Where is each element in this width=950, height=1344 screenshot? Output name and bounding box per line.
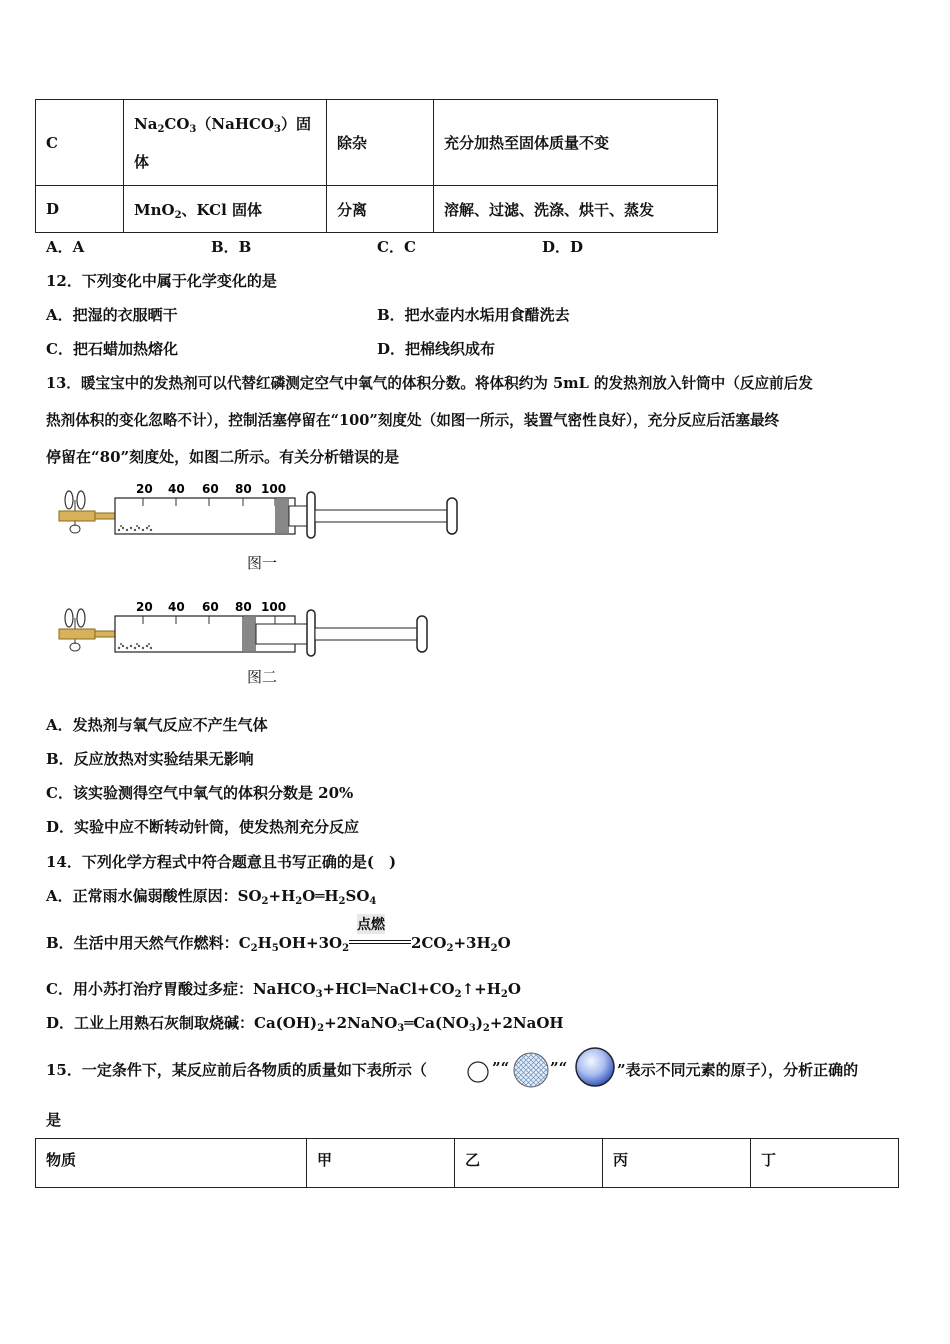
q12-option-c: C．把石蜡加热熔化: [46, 340, 178, 358]
mass-table: [35, 1138, 899, 1188]
hatched-atom-icon: [511, 1050, 551, 1090]
scale-label: 60: [202, 482, 219, 496]
substance-cell: MnO$_2$、KCl 固体: [124, 186, 327, 233]
clamp-icon: [59, 491, 95, 533]
table-row: [36, 100, 718, 186]
q15-stem-tail: ”表示不同元素的原子），分析正确的: [617, 1061, 859, 1079]
figure-1-caption: 图一: [247, 554, 278, 572]
q11-option-d: D．D: [542, 238, 584, 256]
q14-option-a: A．正常雨水偏弱酸性原因：$SO_2+H_2O═H_2SO_4$: [46, 887, 377, 907]
figure-2-caption: 图二: [247, 668, 278, 686]
scale-label: 80: [235, 482, 252, 496]
operation-cell: 分离: [327, 186, 434, 233]
scale-label: 40: [168, 600, 185, 614]
syringe-barrel: [115, 498, 295, 534]
scale-label: 100: [261, 482, 287, 496]
q13-stem-line2: 热剂体积的变化忽略不计），控制活塞停留在“100”刻度处（如图一所示，装置气密性良好），充分反应后活塞最终: [46, 412, 780, 429]
q13-option-d: D．实验中应不断转动针筒，使发热剂充分反应: [46, 818, 360, 836]
table-row: [36, 1139, 899, 1188]
syringe-figure-1: [55, 478, 465, 540]
scale-label: 20: [136, 600, 153, 614]
q12-stem: 12．下列变化中属于化学变化的是: [46, 272, 277, 290]
substance-cell: $Na_2CO_3(NaHCO_3)$固 体: [124, 100, 327, 186]
small-atom-icon: [466, 1058, 490, 1086]
quote-mark: ”“: [550, 1059, 568, 1077]
scale-label: 20: [136, 482, 153, 496]
table-row: [36, 186, 718, 233]
header-cell: 丁: [751, 1139, 899, 1188]
q13-option-a: A．发热剂与氧气反应不产生气体: [46, 716, 268, 734]
q15-stem-end: 是: [46, 1111, 62, 1129]
q13-stem-line1: 13．暖宝宝中的发热剂可以代替红磷测定空气中氧气的体积分数。将体积约为 5mL 的发热剂放入针筒中（反应前后发: [46, 375, 813, 392]
q13-option-c: C．该实验测得空气中氧气的体积分数是 20%: [46, 784, 354, 802]
header-cell: 甲: [307, 1139, 455, 1188]
operation-cell: 除杂: [327, 100, 434, 186]
header-cell: 乙: [455, 1139, 603, 1188]
q12-option-a: A．把湿的衣服晒干: [46, 306, 178, 324]
reaction-arrow: 点燃: [349, 936, 411, 950]
q12-option-d: D．把棉线织成布: [377, 340, 496, 358]
q11-option-a: A．A: [46, 238, 85, 256]
q14-stem: 14．下列化学方程式中符合题意且书写正确的是( ): [46, 853, 397, 871]
scale-label: 60: [202, 600, 219, 614]
quote-mark: ”“: [492, 1059, 510, 1077]
reagent-table: [35, 99, 718, 233]
clamp-icon: [59, 609, 95, 651]
syringe-figure-2: [55, 596, 435, 658]
row-label: C: [36, 100, 124, 186]
scale-label: 40: [168, 482, 185, 496]
plunger-head: [242, 617, 256, 651]
q12-option-b: B．把水壶内水垢用食醋洗去: [377, 306, 570, 324]
method-cell: 充分加热至固体质量不变: [434, 100, 718, 186]
scale-label: 100: [261, 600, 287, 614]
q13-option-b: B．反应放热对实验结果无影响: [46, 750, 254, 768]
header-cell: 物质: [36, 1139, 307, 1188]
q11-option-c: C．C: [377, 238, 416, 256]
plunger-head: [275, 499, 289, 533]
q14-option-d: D．工业上用熟石灰制取烧碱：$Ca(OH)_2+2NaNO_3═Ca(NO_3)_2+2NaOH$: [46, 1014, 564, 1034]
blue-atom-icon: [573, 1045, 617, 1089]
header-cell: 丙: [603, 1139, 751, 1188]
q11-option-b: B．B: [211, 238, 252, 256]
row-label: D: [36, 186, 124, 233]
scale-label: 80: [235, 600, 252, 614]
q14-option-b: B．生活中用天然气作燃料：$C_2H_5OH+3O_2$ 点燃 $2CO_2+3H_2O$: [46, 932, 511, 953]
method-cell: 溶解、过滤、洗涤、烘干、蒸发: [434, 186, 718, 233]
q14-option-c: C．用小苏打治疗胃酸过多症：$NaHCO_3+HCl═NaCl+CO_2↑+H_2O$: [46, 980, 521, 1000]
q13-stem-line3: 停留在“80”刻度处，如图二所示。有关分析错误的是: [46, 448, 400, 466]
q15-stem: 15．一定条件下，某反应前后各物质的质量如下表所示（: [46, 1061, 427, 1079]
